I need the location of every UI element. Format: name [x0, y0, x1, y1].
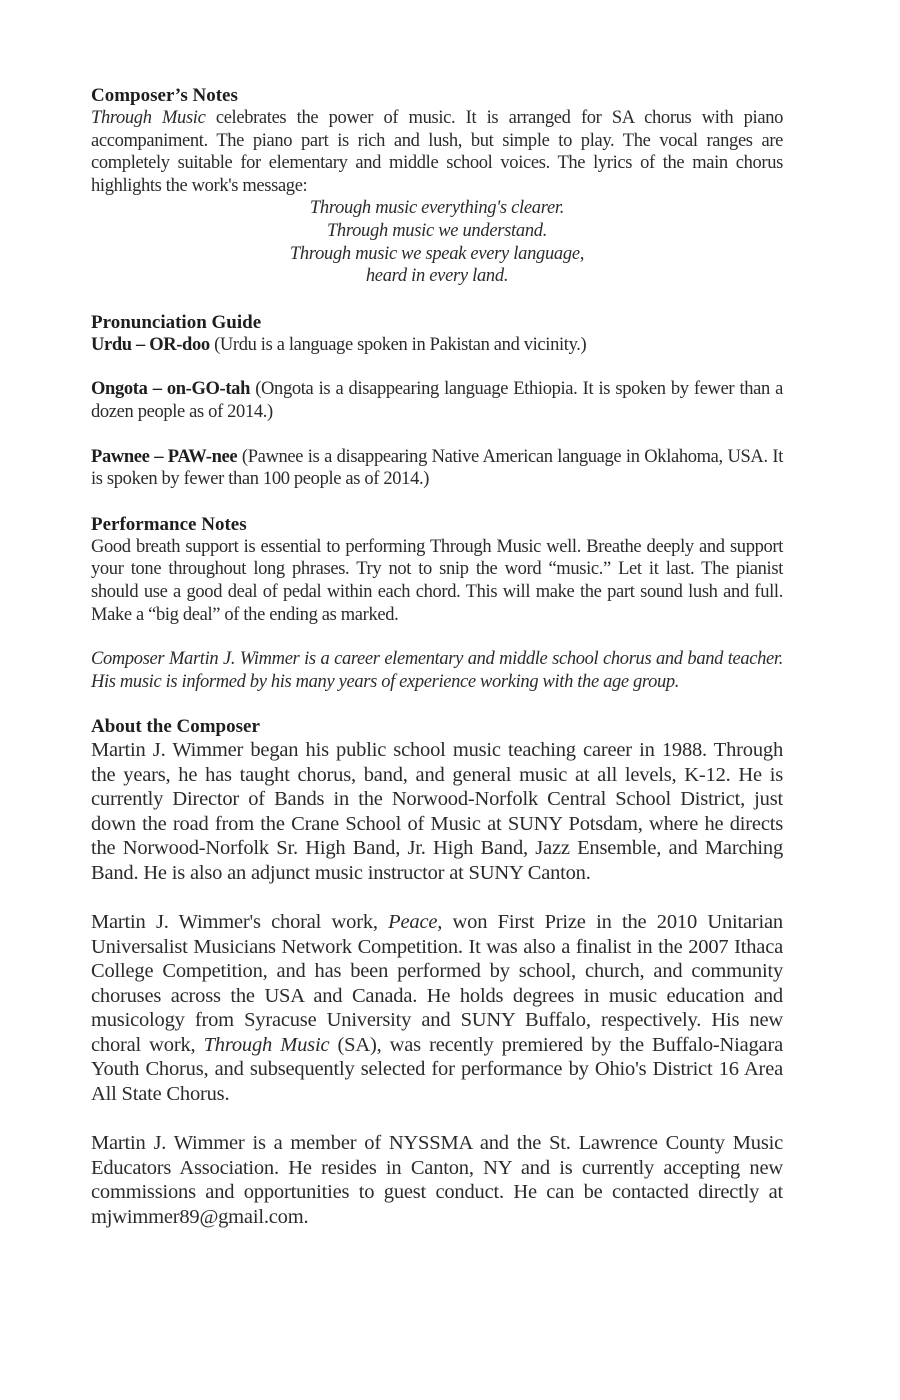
- work-title-peace: Peace: [388, 911, 438, 934]
- about-paragraph-2-text: , won First Prize in the 2010 Unitarian Universalist Musicians Network Competition. It was also a finalist in the 2007 Ithaca College Competition, and has been performed by school, church, and community choruses across the USA and Canada. He holds degrees in music education and musicology from Syracuse University and SUNY Buffalo, respectively. His new choral work,: [91, 911, 783, 1056]
- pronunciation-term: Pawnee – PAW-nee: [91, 446, 238, 467]
- lyric-line: Through music everything's clearer.: [309, 198, 565, 219]
- about-paragraph-2: [91, 910, 783, 1106]
- about-paragraph-2-text: Martin J. Wimmer's choral work,: [91, 911, 389, 934]
- about-composer-section: [91, 715, 783, 1229]
- composers-notes-section: [91, 84, 783, 288]
- pronunciation-desc: (Urdu is a language spoken in Pakistan and vicinity.): [209, 334, 587, 355]
- about-paragraph-3: Martin J. Wimmer is a member of NYSSMA and the St. Lawrence County Music Educators Association. He resides in Canton, NY and is currently accepting new commissions and opportunities to guest conduct. He can be contacted directly at mjwimmer89@gmail.com.: [91, 1132, 783, 1228]
- pronunciation-desc: (Ongota is a disappearing language Ethiopia. It is spoken by fewer than a dozen people as of 2014.): [91, 379, 783, 422]
- pronunciation-entry-pawnee: [91, 446, 783, 491]
- performance-notes-heading: Performance Notes: [91, 513, 247, 535]
- pronunciation-guide-section: [91, 311, 783, 491]
- pronunciation-term: Urdu – OR-doo: [91, 334, 210, 355]
- composers-notes-heading: Composer’s Notes: [91, 85, 238, 106]
- performance-notes-body: Good breath support is essential to performing Through Music well. Breathe deeply and support your tone throughout long phrases. Try not to snip the word “music.” Let it last. The pianist should use a good deal of pedal within each chord. This will make the part sound lush and full. Make a “big deal” of the ending as marked.: [91, 536, 783, 625]
- performance-notes-section: [91, 513, 783, 694]
- work-title-through-music: Through Music: [91, 108, 206, 128]
- work-title-through-music: Through Music: [203, 1033, 330, 1056]
- composers-notes-intro-text: celebrates the power of music. It is arranged for SA chorus with piano accompaniment. The piano part is rich and lush, but simple to play. The vocal ranges are completely suitable for elementary and middle school voices. The lyrics of the main chorus highlights the work's message:: [91, 108, 783, 196]
- lyrics-block: [91, 197, 783, 287]
- about-paragraph-2-text: (SA), was recently premiered by the Buffalo-Niagara Youth Chorus, and subsequently selected for performance by Ohio's District 16 Area All State Chorus.: [91, 1033, 783, 1105]
- about-paragraph-1: Martin J. Wimmer began his public school music teaching career in 1988. Through the years, he has taught chorus, band, and general music at all levels, K-12. He is currently Director of Bands in the Norwood-Norfolk Central School District, just down the road from the Crane School of Music at SUNY Potsdam, where he directs the Norwood-Norfolk Sr. High Band, Jr. High Band, Jazz Ensemble, and Marching Band. He is also an adjunct music instructor at SUNY Canton.: [91, 739, 783, 884]
- lyric-line: heard in every land.: [365, 266, 509, 287]
- pronunciation-desc: (Pawnee is a disappearing Native American language in Oklahoma, USA. It is spoken by fewer than 100 people as of 2014.): [91, 446, 783, 490]
- pronunciation-entry-ongota: [91, 378, 783, 423]
- pronunciation-term: Ongota – on-GO-tah: [91, 379, 251, 400]
- pronunciation-guide-heading: Pronunciation Guide: [91, 311, 262, 333]
- about-composer-heading: About the Composer: [91, 716, 260, 738]
- pronunciation-entry-urdu: [91, 334, 783, 357]
- composer-short-bio: Composer Martin J. Wimmer is a career elementary and middle school chorus and band teacher. His music is informed by his many years of experience working with the age group.: [91, 649, 783, 692]
- lyric-line: Through music we understand.: [326, 220, 548, 241]
- composers-notes-intro: [91, 107, 783, 197]
- lyric-line: Through music we speak every language,: [289, 243, 585, 264]
- text-column: [91, 84, 783, 1229]
